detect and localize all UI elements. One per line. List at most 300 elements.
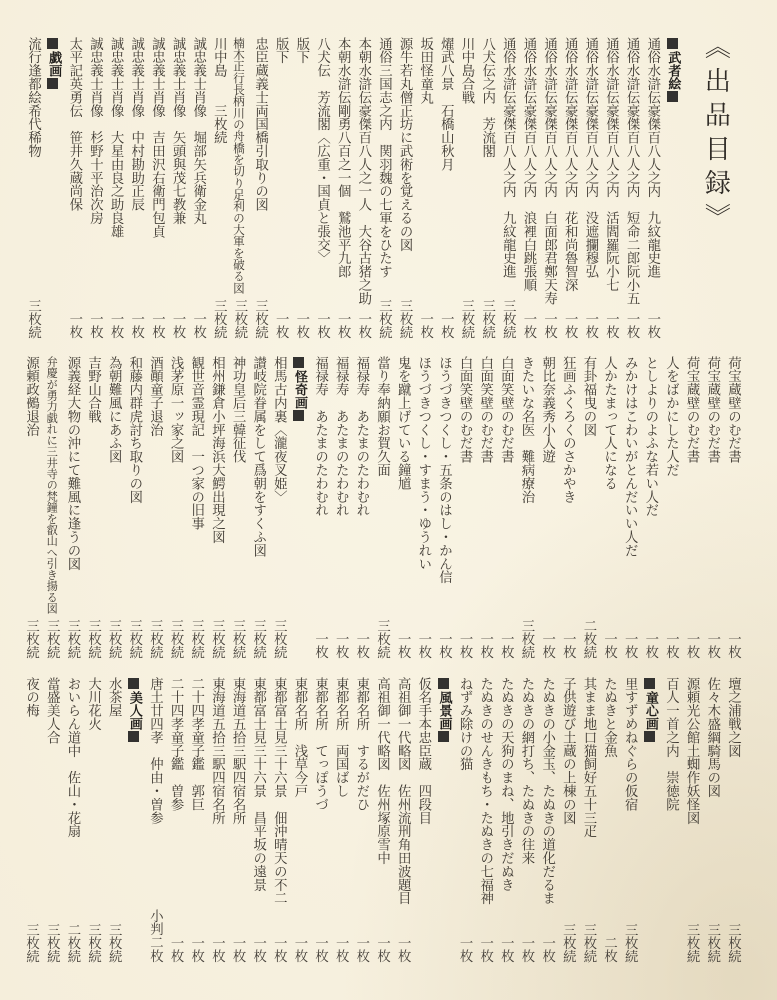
catalog-entry bbox=[103, 677, 124, 963]
entry-quantity: 一枚 bbox=[250, 936, 266, 963]
section-label: 美人画 bbox=[126, 691, 142, 730]
entry-quantity: 一枚 bbox=[209, 936, 225, 963]
catalog-entry bbox=[600, 37, 621, 339]
catalog-entry bbox=[228, 37, 249, 339]
catalog-entry bbox=[247, 356, 268, 659]
entry-quantity: 三枚続 bbox=[23, 922, 39, 963]
entry-quantity: 一枚 bbox=[520, 312, 536, 339]
black-square-icon bbox=[667, 38, 678, 49]
entry-quantity: 三枚続 bbox=[684, 922, 700, 963]
catalog-entry bbox=[641, 37, 662, 339]
entry-title: 通俗水滸伝豪傑百八人之内 没遮攔穆弘 bbox=[582, 37, 598, 279]
catalog-entry bbox=[288, 677, 309, 963]
entry-title: 通俗水滸伝豪傑百八人之内 短命二郎阮小五 bbox=[624, 37, 640, 305]
catalog-entry bbox=[350, 677, 371, 963]
catalog-entry bbox=[144, 677, 165, 963]
entry-quantity: 三枚続 bbox=[560, 922, 576, 963]
entry-quantity: 一枚 bbox=[353, 632, 369, 659]
entry-title: 源牛若丸僧正坊に武術を覚えるの図 bbox=[397, 37, 413, 252]
catalog-entry bbox=[538, 37, 559, 339]
entry-title: 神功皇后三韓征伐 bbox=[230, 356, 246, 464]
catalog-entry bbox=[557, 677, 578, 963]
entry-title: 弁慶が勇力戯れに三井寺の梵鐘を叡山へ引き揚る図 bbox=[45, 356, 59, 614]
entry-quantity: 三枚続 bbox=[519, 618, 534, 659]
entry-title: 誠忠義士肖像 矢頭與茂七教兼 bbox=[170, 37, 186, 225]
catalog-entry bbox=[371, 677, 392, 963]
entry-title: 通俗三国志之内 関羽魏の七軍をひたす bbox=[376, 37, 392, 279]
entry-title: たぬきの網打ち、たぬきの往来 bbox=[519, 677, 534, 865]
entry-quantity: 一枚 bbox=[663, 632, 679, 659]
entry-quantity: 一枚 bbox=[562, 312, 578, 339]
entry-title: 燿武八景 石橋山秋月 bbox=[438, 37, 454, 171]
catalog-entry bbox=[187, 37, 208, 339]
entry-title: 忠臣蔵義士両国橋引取りの図 bbox=[252, 37, 268, 212]
catalog-entry bbox=[332, 37, 353, 339]
entry-title: 源義経大物の沖にて難風に逢うの図 bbox=[64, 356, 80, 571]
entry-quantity: 三枚続 bbox=[209, 618, 225, 659]
entry-title: 有卦福曳の図 bbox=[580, 356, 596, 437]
entry-title: 東都名所 両国ばし bbox=[333, 677, 349, 798]
entry-title: 福禄寿 あたまのたわむれ bbox=[353, 356, 369, 517]
entry-title: 荷宝蔵壁のむだ書 bbox=[704, 356, 720, 464]
entry-title: 本朝水滸伝豪傑百八人之一人 大谷古猪之助 bbox=[355, 37, 371, 305]
entry-quantity: 一枚 bbox=[601, 632, 617, 659]
catalog-entry bbox=[598, 356, 619, 659]
catalog-entry bbox=[20, 677, 41, 963]
entry-quantity: 三枚続 bbox=[622, 922, 638, 963]
entry-title: 高祖御一代略図 佐州流刑角田波題目 bbox=[395, 677, 411, 905]
upper-entry-list bbox=[22, 37, 683, 339]
entry-title: 人かたまって人になる bbox=[601, 356, 617, 490]
entry-quantity: 一枚 bbox=[477, 632, 493, 659]
catalog-entry bbox=[164, 677, 185, 963]
catalog-entry bbox=[350, 356, 371, 659]
catalog-entry bbox=[474, 356, 495, 659]
entry-title: 鬼を蹴上げている鐘馗 bbox=[395, 356, 411, 490]
catalog-entry bbox=[598, 677, 619, 963]
entry-quantity: 三枚続 bbox=[25, 298, 41, 339]
entry-title: 通俗水滸伝豪傑百八人之内 九紋龍史進 bbox=[644, 37, 660, 279]
black-square-icon bbox=[128, 678, 139, 689]
entry-title: たぬきの天狗のまね、地引きだぬき bbox=[498, 677, 514, 892]
entry-title: 狂画ふくろくのさかやき bbox=[560, 356, 576, 504]
catalog-entry bbox=[63, 37, 84, 339]
catalog-entry bbox=[515, 356, 536, 659]
entry-quantity: 一枚 bbox=[149, 312, 165, 339]
entry-quantity: 一枚 bbox=[168, 936, 184, 963]
entry-quantity: 一枚 bbox=[312, 936, 328, 963]
catalog-entry bbox=[517, 37, 538, 339]
catalog-lower-tier bbox=[20, 677, 742, 963]
entry-quantity: 三枚続 bbox=[230, 618, 246, 659]
entry-title: 讃岐院眷属をして爲朝をすくふ図 bbox=[250, 356, 266, 557]
entry-title: 誠忠義士肖像 杉野十平治次房 bbox=[87, 37, 103, 225]
entry-quantity: 一枚 bbox=[457, 632, 473, 659]
entry-quantity: 小判二枚 bbox=[147, 909, 163, 963]
entry-title: 流行逢都絵希代稀物 bbox=[25, 37, 41, 158]
catalog-entry bbox=[722, 677, 743, 963]
entry-quantity: 一枚 bbox=[190, 312, 206, 339]
black-square-icon bbox=[667, 91, 678, 102]
catalog-entry bbox=[82, 356, 103, 659]
entry-quantity: 一枚 bbox=[395, 632, 411, 659]
entry-quantity: 三枚続 bbox=[580, 922, 596, 963]
section-label: 風景画 bbox=[436, 691, 452, 730]
entry-quantity: 一枚 bbox=[170, 312, 186, 339]
entry-quantity: 三枚続 bbox=[23, 618, 39, 659]
entry-title: 夜の梅 bbox=[23, 677, 39, 718]
entry-quantity: 一枚 bbox=[603, 312, 619, 339]
middle-entry-list bbox=[20, 356, 742, 659]
entry-quantity: 一枚 bbox=[644, 312, 660, 339]
entry-title: 源頼政鵺退治 bbox=[23, 356, 39, 437]
black-square-icon bbox=[293, 410, 304, 421]
section-label: 童心画 bbox=[642, 691, 658, 730]
section-header bbox=[43, 37, 64, 339]
catalog-entry bbox=[185, 677, 206, 963]
entry-quantity: 一枚 bbox=[291, 936, 307, 963]
entry-quantity: 三枚続 bbox=[397, 298, 413, 339]
catalog-entry bbox=[453, 677, 474, 963]
entry-title: 吉野山合戦 bbox=[85, 356, 101, 423]
entry-title: 白面笑壁のむだ書 bbox=[457, 356, 473, 464]
entry-title: 福禄寿 あたまのたわむれ bbox=[312, 356, 328, 517]
entry-quantity: 一枚 bbox=[539, 936, 555, 963]
entry-quantity: 一枚 bbox=[335, 312, 351, 339]
entry-quantity: 三枚続 bbox=[106, 618, 122, 659]
entry-quantity: 一枚 bbox=[66, 312, 82, 339]
catalog-entry bbox=[392, 356, 413, 659]
entry-quantity: 一枚 bbox=[293, 312, 309, 339]
catalog-entry bbox=[435, 37, 456, 339]
entry-title: 朝比奈義秀小人遊 bbox=[539, 356, 555, 464]
catalog-entry bbox=[146, 37, 167, 339]
entry-quantity: 一枚 bbox=[230, 936, 246, 963]
entry-title: 八犬伝之内 芳流閣 bbox=[479, 37, 495, 158]
catalog-entry bbox=[559, 37, 580, 339]
entry-quantity: 一枚 bbox=[271, 936, 287, 963]
entry-quantity: 二枚続 bbox=[64, 922, 80, 963]
entry-title: 坂田怪童丸 bbox=[417, 37, 433, 104]
entry-title: 版下 bbox=[293, 37, 309, 64]
entry-title: 當り奉納願お賀久面 bbox=[374, 356, 390, 477]
section-label: 武者絵 bbox=[665, 51, 681, 90]
entry-title: 東都名所 するがだひ bbox=[353, 677, 369, 811]
entry-quantity: 一枚 bbox=[417, 312, 433, 339]
entry-title: 東都富士見三十六景 昌平坂の遠景 bbox=[250, 677, 266, 892]
entry-quantity: 一枚 bbox=[333, 632, 349, 659]
entry-title: 東都富士見三十六景 佃沖晴天の不二 bbox=[271, 677, 287, 905]
catalog-entry bbox=[579, 37, 600, 339]
entry-title: 子供遊び土蔵の上棟の図 bbox=[560, 677, 576, 825]
catalog-entry bbox=[373, 37, 394, 339]
entry-title: 東都名所 てっぽうづ bbox=[312, 677, 328, 811]
catalog-entry bbox=[311, 37, 332, 339]
entry-quantity: 三枚続 bbox=[106, 922, 122, 963]
catalog-entry bbox=[166, 37, 187, 339]
entry-quantity: 三枚続 bbox=[459, 298, 474, 339]
catalog-entry bbox=[226, 356, 247, 659]
entry-title: おいらん道中 佐山・花扇 bbox=[64, 677, 80, 838]
catalog-entry bbox=[392, 677, 413, 963]
entry-title: 浅茅原一ッ家之図 bbox=[168, 356, 184, 464]
entry-title: としよりのよふな若い人だ bbox=[642, 356, 658, 517]
catalog-middle-tier bbox=[20, 356, 742, 659]
entry-title: 二十四孝童子鑑 曽参 bbox=[168, 677, 184, 811]
entry-title: 和藤内群虎討ち取りの図 bbox=[126, 356, 142, 504]
catalog-entry bbox=[660, 356, 681, 659]
catalog-entry bbox=[495, 356, 516, 659]
entry-title: 人をばかにした人だ bbox=[663, 356, 679, 477]
catalog-entry bbox=[104, 37, 125, 339]
catalog-entry bbox=[125, 37, 146, 339]
entry-quantity: 一枚 bbox=[395, 936, 411, 963]
entry-quantity: 三枚続 bbox=[271, 618, 287, 659]
black-square-icon bbox=[128, 731, 139, 742]
lower-entry-list bbox=[20, 677, 742, 963]
entry-title: 川中島 三枚続 bbox=[211, 37, 227, 145]
entry-quantity: 一枚 bbox=[312, 632, 328, 659]
entry-title: 東海道五拾三駅四宿名所 bbox=[230, 677, 246, 825]
entry-quantity: 一枚 bbox=[541, 312, 557, 339]
entry-quantity: 一枚 bbox=[415, 632, 431, 659]
entry-title: 福禄寿 あたまのたわむれ bbox=[333, 356, 349, 517]
entry-quantity: 一枚 bbox=[642, 632, 658, 659]
catalog-entry bbox=[208, 37, 229, 339]
catalog-entry bbox=[536, 356, 557, 659]
black-square-icon bbox=[644, 731, 655, 742]
catalog-entry bbox=[20, 356, 41, 659]
entry-title: 二十四孝童子鑑 郭巨 bbox=[188, 677, 204, 811]
catalog-entry bbox=[495, 677, 516, 963]
entry-quantity: 一枚 bbox=[353, 936, 369, 963]
catalog-entry bbox=[61, 677, 82, 963]
catalog-entry bbox=[82, 677, 103, 963]
entry-title: たぬきのせんきもち・たぬきの七福神 bbox=[477, 677, 493, 905]
catalog-entry bbox=[330, 356, 351, 659]
entry-quantity: 一枚 bbox=[560, 632, 576, 659]
entry-title: 八犬伝 芳流閣〈広重・国貞と張交〉 bbox=[314, 37, 330, 265]
catalog-entry bbox=[41, 677, 62, 963]
entry-title: 水茶屋 bbox=[106, 677, 122, 718]
entry-title: 荷宝蔵壁のむだ書 bbox=[684, 356, 700, 464]
entry-title: 大川花火 bbox=[85, 677, 101, 731]
catalog-entry bbox=[226, 677, 247, 963]
entry-quantity: 三枚続 bbox=[85, 618, 101, 659]
entry-quantity: 一枚 bbox=[355, 312, 371, 339]
entry-quantity: 一枚 bbox=[457, 936, 473, 963]
entry-title: 酒顚童子退治 bbox=[147, 356, 163, 437]
catalog-entry bbox=[249, 37, 270, 339]
entry-title: たぬきの小金玉、たぬきの道化だるま bbox=[539, 677, 555, 905]
catalog-entry bbox=[309, 356, 330, 659]
entry-quantity: 三枚続 bbox=[250, 618, 266, 659]
catalog-entry bbox=[414, 37, 435, 339]
entry-title: 唐土廿四孝 仲由・曽参 bbox=[147, 677, 163, 825]
entry-quantity: 三枚続 bbox=[147, 618, 163, 659]
entry-quantity: 三枚続 bbox=[126, 618, 142, 659]
catalog-title: 《出品目録》 bbox=[700, 33, 731, 237]
catalog-entry bbox=[515, 677, 536, 963]
section-header bbox=[123, 677, 144, 963]
catalog-entry bbox=[22, 37, 43, 339]
catalog-entry bbox=[433, 356, 454, 659]
catalog-entry bbox=[123, 356, 144, 659]
entry-quantity: 一枚 bbox=[582, 312, 598, 339]
entry-quantity: 一枚 bbox=[128, 312, 144, 339]
entry-title: 太平記英勇伝 笹井久蔵尚保 bbox=[66, 37, 82, 212]
catalog-entry bbox=[41, 356, 62, 659]
entry-quantity: 三枚続 bbox=[376, 298, 392, 339]
catalog-entry bbox=[352, 37, 373, 339]
entry-quantity: 一枚 bbox=[374, 936, 390, 963]
catalog-entry bbox=[453, 356, 474, 659]
entry-quantity: 二枚 bbox=[601, 936, 617, 963]
entry-quantity: 一枚 bbox=[725, 632, 741, 659]
entry-quantity: 三枚続 bbox=[211, 298, 227, 339]
entry-quantity: 三枚続 bbox=[500, 298, 516, 339]
entry-title: 相馬古内裏〈瀧夜叉姫〉 bbox=[271, 356, 287, 504]
catalog-entry bbox=[393, 37, 414, 339]
entry-title: 高祖御一代略図 佐州塚原雪中 bbox=[374, 677, 390, 865]
catalog-entry bbox=[476, 37, 497, 339]
catalog-entry bbox=[701, 356, 722, 659]
entry-title: 通俗水滸伝豪傑百八人之内 白面郎君鄭天寿 bbox=[541, 37, 557, 305]
catalog-entry bbox=[474, 677, 495, 963]
entry-title: 當盛美人合 bbox=[44, 677, 60, 744]
entry-title: 里すずめねぐらの仮宿 bbox=[622, 677, 638, 811]
entry-quantity: 一枚 bbox=[477, 936, 493, 963]
catalog-entry bbox=[164, 356, 185, 659]
entry-title: 誠忠義士肖像 吉田沢右衛門包貞 bbox=[149, 37, 165, 238]
section-label: 戯画 bbox=[46, 51, 62, 77]
catalog-entry bbox=[290, 37, 311, 339]
black-square-icon bbox=[47, 38, 58, 49]
entry-quantity: 一枚 bbox=[624, 312, 640, 339]
catalog-entry bbox=[309, 677, 330, 963]
entry-quantity: 一枚 bbox=[314, 312, 330, 339]
catalog-entry bbox=[412, 677, 433, 963]
section-header bbox=[433, 677, 454, 963]
catalog-entry bbox=[680, 677, 701, 963]
black-square-icon bbox=[438, 731, 449, 742]
entry-quantity: 三枚続 bbox=[725, 922, 741, 963]
catalog-entry bbox=[639, 356, 660, 659]
catalog-entry bbox=[61, 356, 82, 659]
entry-title: 版下 bbox=[273, 37, 289, 64]
catalog-entry bbox=[660, 677, 681, 963]
entry-quantity: 三枚続 bbox=[479, 298, 495, 339]
entry-quantity: 一枚 bbox=[539, 632, 555, 659]
entry-quantity: 一枚 bbox=[519, 936, 534, 963]
entry-title: 壇之浦戦之図 bbox=[725, 677, 741, 758]
entry-quantity: 三枚続 bbox=[44, 922, 60, 963]
entry-quantity: 三枚続 bbox=[374, 618, 390, 659]
catalog-entry bbox=[144, 356, 165, 659]
catalog-entry bbox=[206, 356, 227, 659]
catalog-entry bbox=[455, 37, 476, 339]
catalog-entry bbox=[247, 677, 268, 963]
entry-quantity: 一枚 bbox=[498, 632, 514, 659]
entry-title: 佐々木盛綱騎馬の図 bbox=[704, 677, 720, 798]
catalog-entry bbox=[701, 677, 722, 963]
entry-title: みかけはこわいがとんだいい人だ bbox=[622, 356, 638, 557]
catalog-entry bbox=[619, 677, 640, 963]
entry-quantity: 一枚 bbox=[87, 312, 103, 339]
entry-title: きたいな名医 難病療治 bbox=[519, 356, 534, 504]
entry-quantity: 三枚続 bbox=[704, 922, 720, 963]
entry-title: 相州鎌倉小坪海浜大鰐出現之図 bbox=[209, 356, 225, 544]
entry-quantity: 三枚続 bbox=[252, 298, 268, 339]
entry-title: 荷宝蔵壁のむだ書 bbox=[725, 356, 741, 464]
entry-title: 白面笑壁のむだ書 bbox=[498, 356, 514, 464]
entry-quantity: 一枚 bbox=[273, 312, 289, 339]
entry-title: 観世音霊現記 一つ家の旧事 bbox=[188, 356, 204, 531]
entry-quantity: 一枚 bbox=[108, 312, 124, 339]
entry-quantity: 三枚続 bbox=[85, 922, 101, 963]
entry-title: 通俗水滸伝豪傑百八人之内 活閻羅阮小七 bbox=[603, 37, 619, 292]
catalog-entry bbox=[268, 356, 289, 659]
entry-title: 東都名所 浅草今戸 bbox=[291, 677, 307, 798]
black-square-icon bbox=[293, 357, 304, 368]
catalog-entry bbox=[619, 356, 640, 659]
catalog-upper-tier bbox=[22, 33, 743, 339]
catalog-entry bbox=[412, 356, 433, 659]
entry-title: 百人一首之内 崇徳院 bbox=[663, 677, 679, 811]
catalog-entry bbox=[536, 677, 557, 963]
entry-title: 誠忠義士肖像 堀部矢兵衛金丸 bbox=[190, 37, 206, 225]
catalog-entry bbox=[270, 37, 291, 339]
entry-quantity: 一枚 bbox=[436, 632, 452, 659]
entry-title: 為朝難風にあふ図 bbox=[106, 356, 122, 464]
section-label: 怪奇画 bbox=[291, 370, 307, 409]
catalog-entry bbox=[371, 356, 392, 659]
entry-quantity: 一枚 bbox=[188, 936, 204, 963]
entry-quantity: 三枚続 bbox=[188, 618, 204, 659]
catalog-entry bbox=[103, 356, 124, 659]
entry-title: 源頼光公館土蜘作妖怪図 bbox=[684, 677, 700, 825]
catalog-entry bbox=[206, 677, 227, 963]
entry-title: ねずみ除けの猫 bbox=[457, 677, 473, 771]
catalog-entry bbox=[84, 37, 105, 339]
section-header bbox=[288, 356, 309, 659]
entry-title: 誠忠義士肖像 中村勘助正辰 bbox=[128, 37, 144, 212]
catalog-entry bbox=[557, 356, 578, 659]
entry-title: 東海道五拾三駅四宿名所 bbox=[209, 677, 225, 825]
entry-quantity: 三枚続 bbox=[231, 298, 247, 339]
entry-title: 其まま地口猫飼好五十三疋 bbox=[580, 677, 596, 838]
black-square-icon bbox=[438, 678, 449, 689]
entry-quantity: 二枚続 bbox=[580, 618, 596, 659]
catalog-entry bbox=[185, 356, 206, 659]
entry-title: 通俗水滸伝豪傑百八人之内 九紋龍史進 bbox=[500, 37, 516, 279]
entry-quantity: 一枚 bbox=[684, 632, 700, 659]
entry-title: ほうづきつくし・すまう・ゆうれい bbox=[415, 356, 431, 571]
catalog-entry bbox=[577, 677, 598, 963]
entry-title: 通俗水滸伝豪傑百八人之内 花和尚魯智深 bbox=[562, 37, 578, 292]
entry-title: 仮名手本忠臣蔵 四段目 bbox=[415, 677, 431, 825]
catalog-entry bbox=[722, 356, 743, 659]
entry-title: ほうづきつくし・五条のはし・かん信 bbox=[436, 356, 452, 584]
entry-quantity: 三枚続 bbox=[168, 618, 184, 659]
entry-quantity: 一枚 bbox=[704, 632, 720, 659]
entry-quantity: 一枚 bbox=[498, 936, 514, 963]
black-square-icon bbox=[644, 678, 655, 689]
entry-quantity: 一枚 bbox=[333, 936, 349, 963]
entry-title: たぬきと金魚 bbox=[601, 677, 617, 758]
black-square-icon bbox=[47, 78, 58, 89]
catalog-entry bbox=[330, 677, 351, 963]
